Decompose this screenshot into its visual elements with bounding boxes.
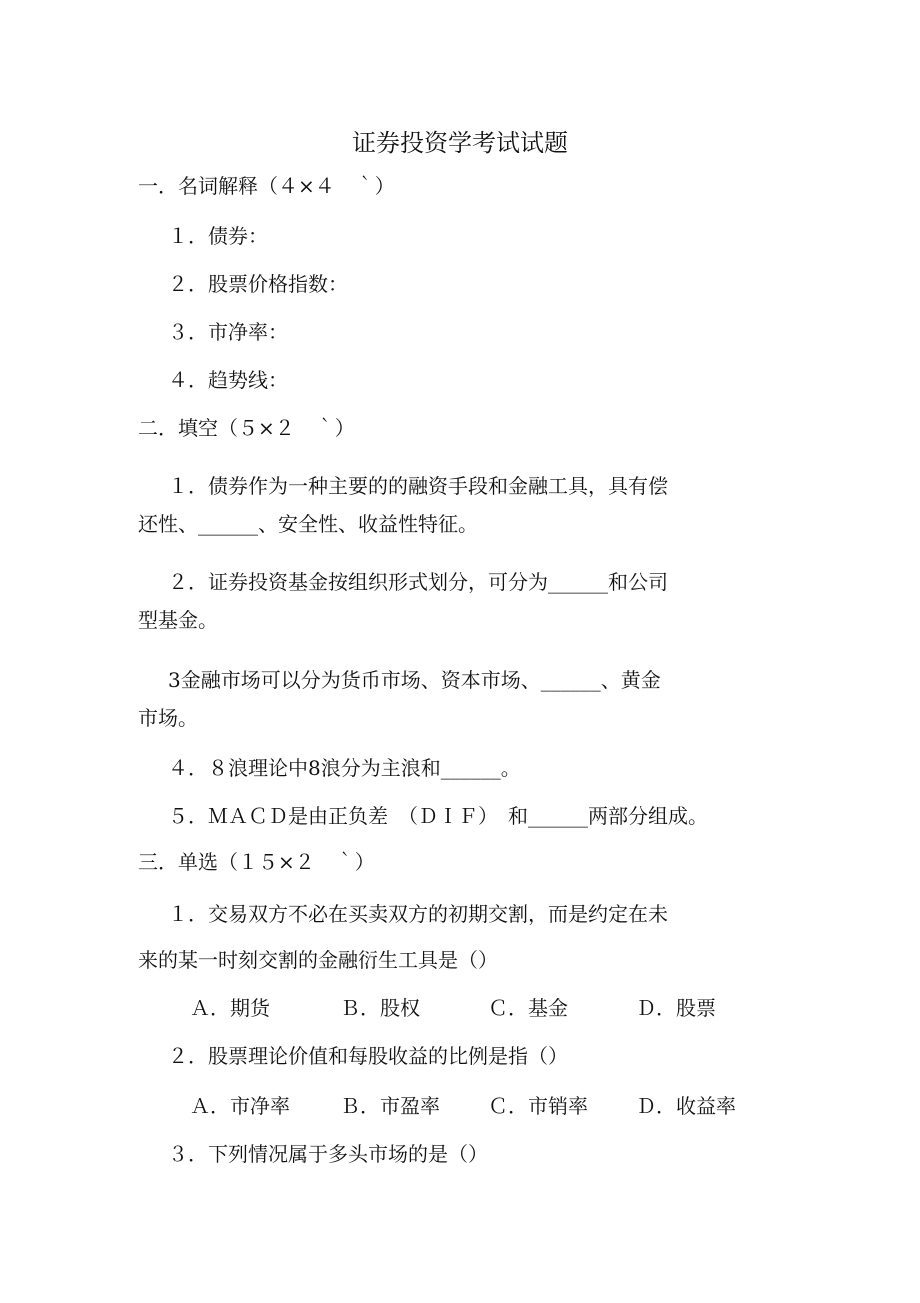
choice-question-1-line-1: １．交易双方不必在买卖双方的初期交割，而是约定在未 — [168, 902, 668, 926]
term-item-3: ３．市净率： — [168, 320, 288, 344]
fill-question-2-line-2: 型基金。 — [138, 608, 218, 632]
choice-question-3-line-1: ３．下列情况属于多头市场的是（） — [168, 1142, 488, 1166]
choice-question-1-option-b: Ｂ．股权 — [340, 996, 420, 1020]
choice-question-1-option-d: Ｄ．股票 — [636, 996, 716, 1020]
choice-question-2-option-b: Ｂ．市盈率 — [340, 1094, 440, 1118]
choice-question-2-option-a: Ａ．市净率 — [190, 1094, 290, 1118]
fill-question-1-line-1: １．债券作为一种主要的的融资手段和金融工具，具有偿 — [168, 474, 668, 498]
choice-question-2-option-d: Ｄ．收益率 — [636, 1094, 736, 1118]
fill-question-1-line-2: 还性、______、安全性、收益性特征。 — [138, 512, 478, 536]
fill-question-3-line-2: 市场。 — [138, 706, 198, 730]
term-item-4: ４．趋势线： — [168, 368, 288, 392]
term-item-1: １．债券： — [168, 224, 268, 248]
section-3-heading: 三．单选（１５×２ ｀） — [138, 850, 375, 874]
choice-question-1-option-c: Ｃ．基金 — [488, 996, 568, 1020]
section-2-heading: 二．填空（５×２ ｀） — [138, 416, 355, 440]
fill-question-3-line-1: 3金融市场可以分为货币市场、资本市场、______、黄金 — [168, 668, 661, 692]
fill-question-2-line-1: ２．证券投资基金按组织形式划分，可分为______和公司 — [168, 570, 668, 594]
fill-question-4: ４．８浪理论中8浪分为主浪和______。 — [168, 756, 521, 780]
choice-question-2-option-c: Ｃ．市销率 — [488, 1094, 588, 1118]
fill-question-5: ５．ＭＡＣＤ是由正负差 （ＤＩＦ） 和______两部分组成。 — [168, 804, 708, 828]
section-1-heading: 一．名词解释（４×４ ｀） — [138, 174, 395, 198]
page-title: 证券投资学考试试题 — [352, 129, 568, 157]
choice-question-1-line-2: 来的某一时刻交割的金融衍生工具是（） — [138, 948, 498, 972]
choice-question-1-option-a: Ａ．期货 — [190, 996, 270, 1020]
choice-question-2-line-1: ２．股票理论价值和每股收益的比例是指（） — [168, 1044, 568, 1068]
term-item-2: ２．股票价格指数： — [168, 272, 348, 296]
